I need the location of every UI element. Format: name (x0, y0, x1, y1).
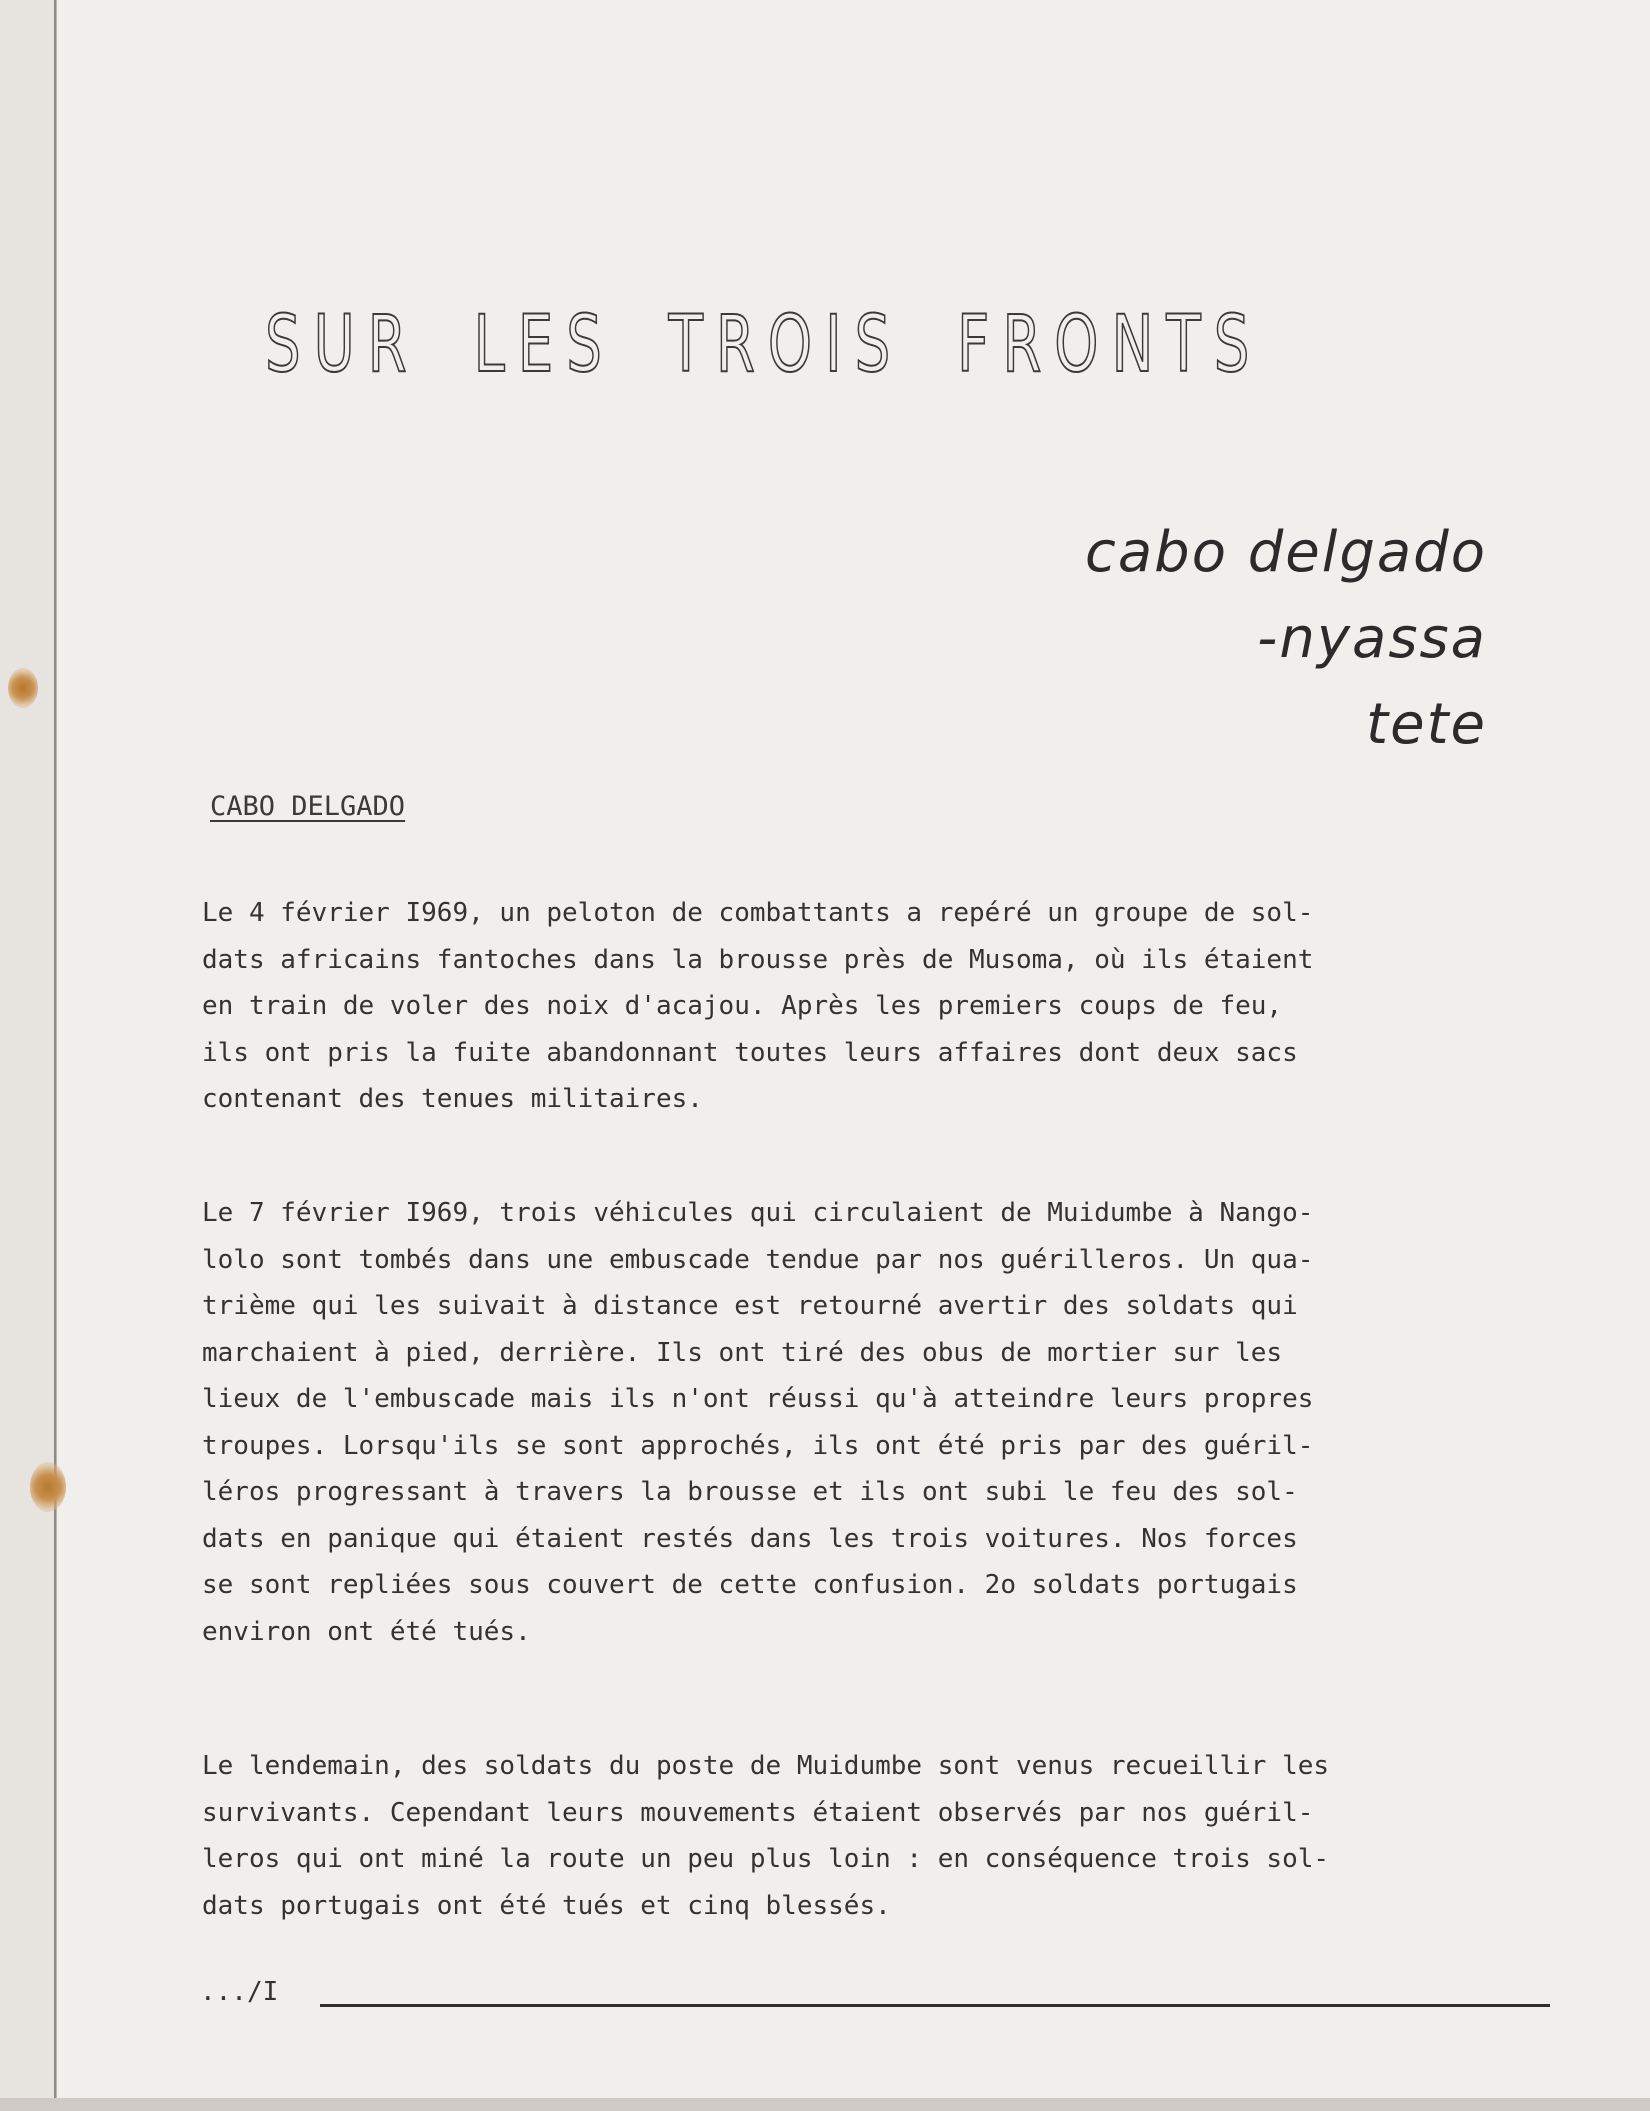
paragraph-line: lieux de l'embuscade mais ils n'ont réussi qu'à atteindre leurs propres (202, 1384, 1314, 1414)
rust-stain (30, 1462, 66, 1512)
paragraph-line: trième qui les suivait à distance est retourné avertir des soldats qui (202, 1291, 1298, 1321)
paragraph-line: léros progressant à travers la brousse et ils ont subi le feu des sol- (202, 1477, 1298, 1507)
paragraph-line: Le 4 février I969, un peloton de combattants a repéré un groupe de sol- (202, 898, 1314, 928)
margin-line (56, 0, 57, 2111)
page-title: SUR LES TROIS FRONTS (265, 300, 1263, 390)
section-heading: CABO DELGADO (210, 791, 406, 822)
region-item: -nyassa (1257, 606, 1487, 671)
region-list (1085, 510, 1487, 768)
paragraph-line: dats portugais ont été tués et cinq blessés. (202, 1890, 891, 1921)
paragraph-line: lolo sont tombés dans une embuscade tendue par nos guérilleros. Un qua- (202, 1244, 1314, 1275)
paragraph-line: Le 7 février I969, trois véhicules qui circulaient de Muidumbe à Nango- (202, 1198, 1314, 1228)
paragraph-line: marchaient à pied, derrière. Ils ont tiré des obus de mortier sur les (202, 1337, 1283, 1368)
paragraph-line: survivants. Cependant leurs mouvements étaient observés par nos guéril- (202, 1797, 1314, 1828)
paragraph-line: dats en panique qui étaient restés dans les trois voitures. Nos forces (202, 1523, 1298, 1554)
paragraph-line: environ ont été tués. (202, 1616, 531, 1647)
paragraph-line: se sont repliées sous couvert de cette confusion. 2o soldats portugais (202, 1570, 1298, 1600)
paragraph (202, 1190, 1562, 1655)
paragraph-line: contenant des tenues militaires. (202, 1084, 703, 1114)
paragraph-line: ils ont pris la fuite abandonnant toutes leurs affaires dont deux sacs (202, 1037, 1298, 1068)
region-item: tete (1366, 692, 1487, 757)
paragraph-line: troupes. Lorsqu'ils se sont approchés, ils ont été pris par des guéril- (202, 1430, 1314, 1461)
page-marker: .../I (200, 1977, 279, 2007)
paragraph-line: dats africains fantoches dans la brousse près de Musoma, où ils étaient (202, 944, 1314, 975)
region-item: cabo delgado (1085, 520, 1487, 585)
binding-edge (0, 0, 56, 2111)
paragraph-line: leros qui ont miné la route un peu plus loin : en conséquence trois sol- (202, 1844, 1330, 1874)
paragraph (202, 1743, 1562, 1929)
footer-rule (320, 2004, 1550, 2007)
rust-stain (8, 668, 38, 708)
paragraph (202, 890, 1562, 1123)
paragraph-line: Le lendemain, des soldats du poste de Muidumbe sont venus recueillir les (202, 1751, 1330, 1781)
paragraph-line: en train de voler des noix d'acajou. Après les premiers coups de feu, (202, 991, 1283, 1021)
page-bottom-edge (0, 2098, 1650, 2111)
